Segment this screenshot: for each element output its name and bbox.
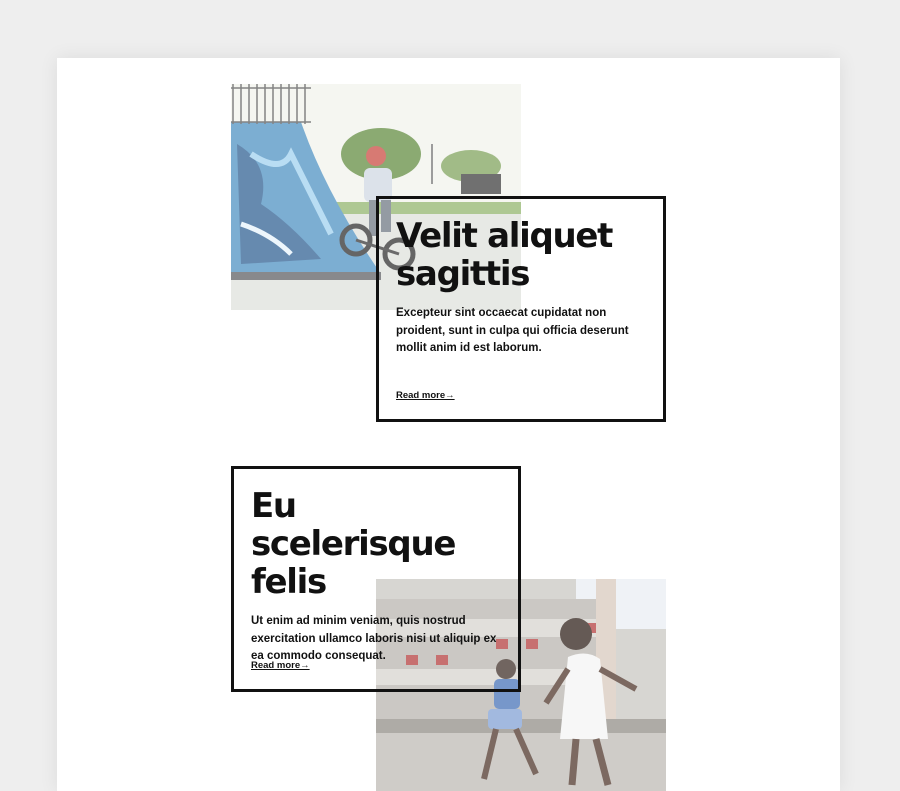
read-more-link-2[interactable]: Read more→ (251, 660, 310, 671)
post-excerpt-1: Excepteur sint occaecat cupidatat non proident, sunt in culpa qui officia deserunt mollit anim id est laborum. (396, 307, 629, 354)
post-excerpt-2: Ut enim ad minim veniam, quis nostrud exercitation ullamco laboris nisi ut aliquip ex ea commodo consequat. (251, 615, 497, 662)
post-title-2: Eu scelerisque felis (251, 486, 456, 602)
post-card-2 (231, 466, 521, 692)
post-title-1: Velit aliquet sagittis (396, 216, 613, 294)
page-canvas (57, 58, 840, 791)
read-more-link-1[interactable]: Read more→ (396, 390, 455, 401)
post-card-1 (376, 196, 666, 422)
